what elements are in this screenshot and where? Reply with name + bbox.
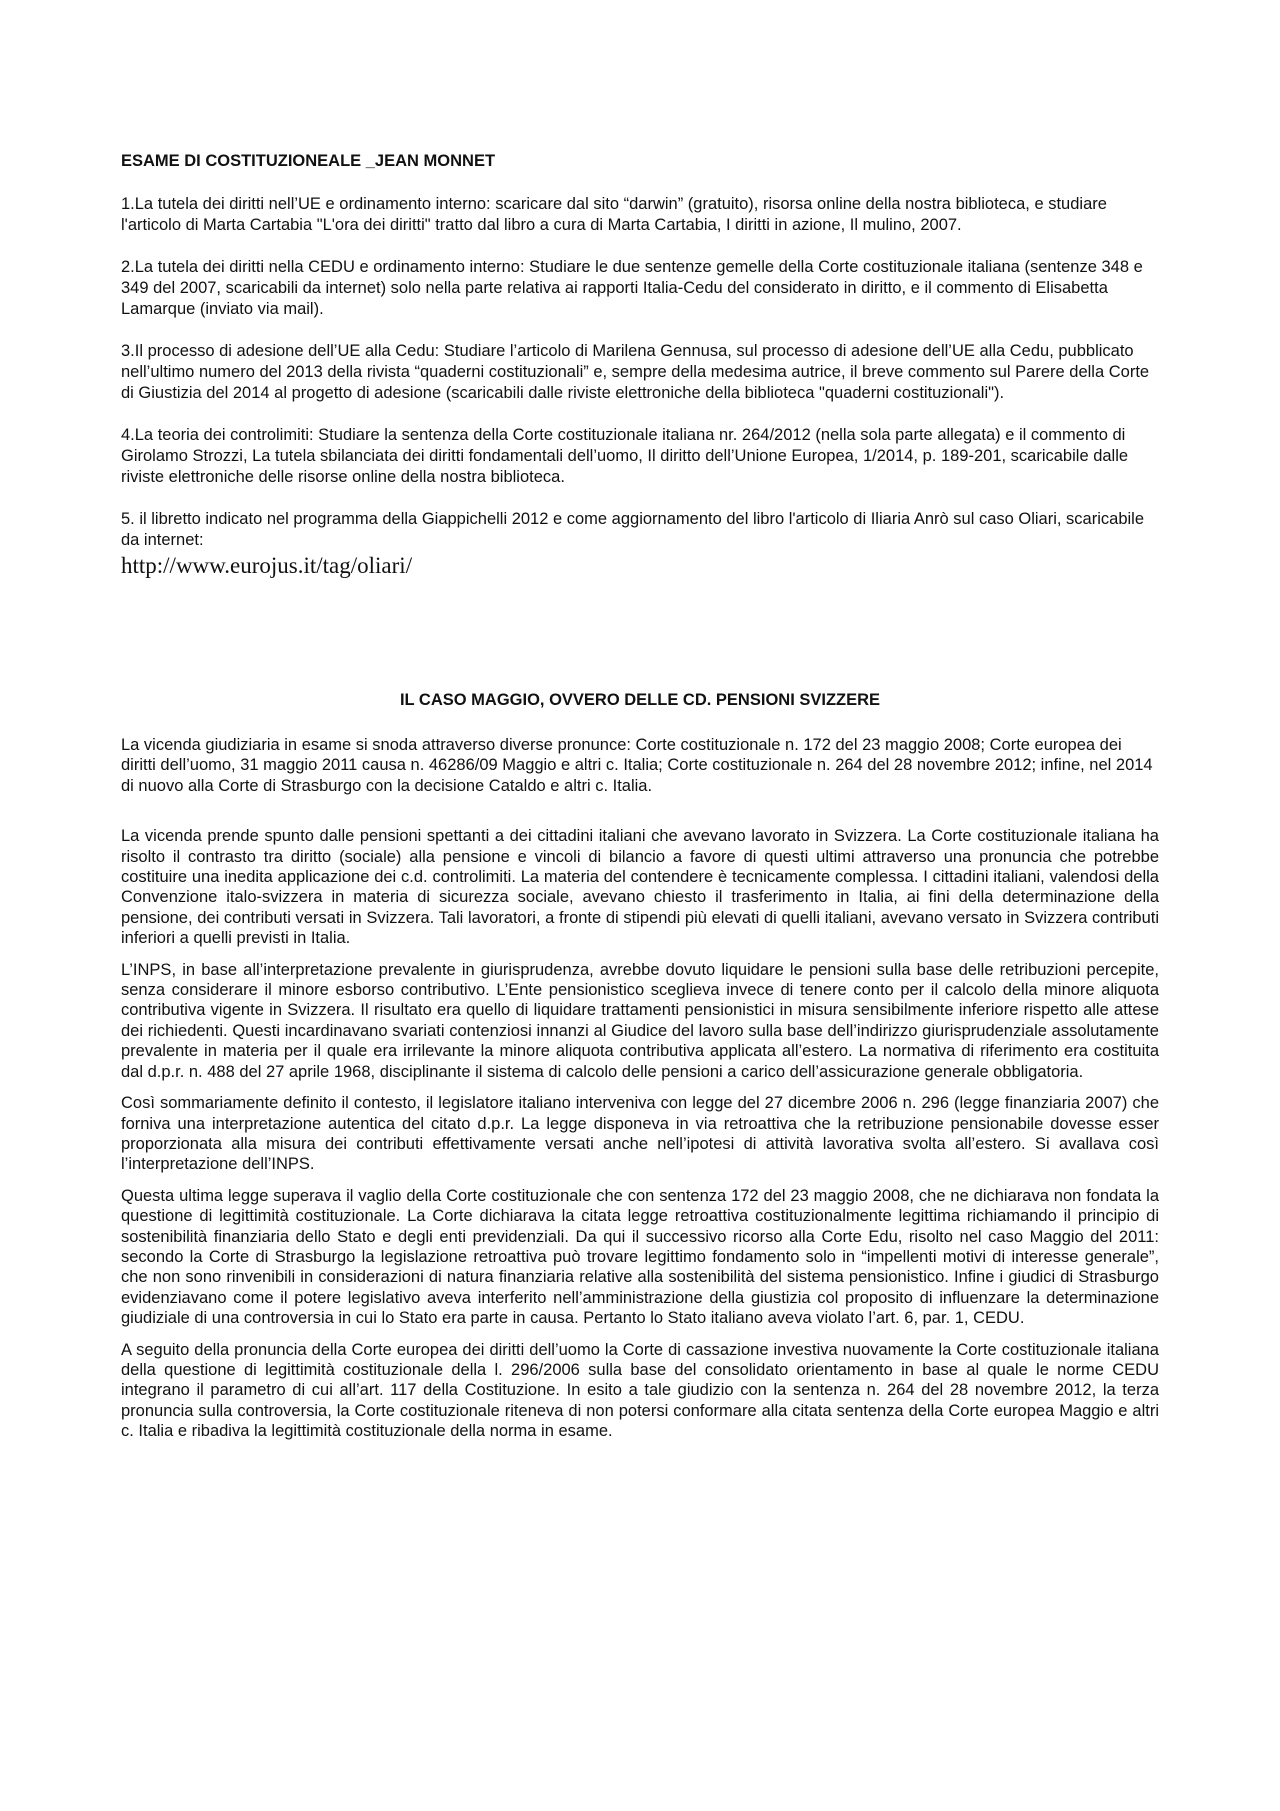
body-paragraph-5: A seguito della pronuncia della Corte europea dei diritti dell’uomo la Corte di cassazione investiva nuovamente la Corte costituzionale italiana della questione di legittimità costituzionale della l. 296/2006 sulla base del consolidato orientamento in base al quale le norme CEDU integrano il parametro di cui all’art. 117 della Costituzione. In esito a tale giudizio con la sentenza n. 264 del 28 novembre 2012, la terza pronuncia sulla controversia, la Corte costituzionale riteneva di non potersi conformare alla citata sentenza della Corte europea Maggio e altri c. Italia e ribadiva la legittimità costituzionale della norma in esame. (121, 1340, 1159, 1441)
intro-paragraph: La vicenda giudiziaria in esame si snoda attraverso diverse pronunce: Corte costituzionale n. 172 del 23 maggio 2008; Corte europea dei diritti dell’uomo, 31 maggio 2011 causa n. 46286/09 Maggio e altri c. Italia; Corte costituzionale n. 264 del 28 novembre 2012; infine, nel 2014 di nuovo alla Corte di Strasburgo con la decisione Cataldo e altri c. Italia. (121, 736, 1153, 795)
reading-item-5: 5. il libretto indicato nel programma della Giappichelli 2012 e come aggiornamento del libro l'articolo di Iliaria Anrò sul caso Oliari, scaricabile da internet: (121, 510, 1144, 549)
reading-item-3: 3.Il processo di adesione dell’UE alla Cedu: Studiare l’articolo di Marilena Gennusa, sul processo di adesione dell’UE alla Cedu, pubblicato nell’ultimo numero del 2013 della rivista “quaderni costituzionali” e, sempre della medesima autrice, il breve commento sul Parere della Corte di Giustizia del 2014 al progetto di adesione (scaricabili dalle riviste elettroniche della biblioteca "quaderni costituzionali"). (121, 342, 1150, 402)
document-title: ESAME DI COSTITUZIONEALE _JEAN MONNET (121, 152, 496, 170)
reading-item-4: 4.La teoria dei controlimiti: Studiare la sentenza della Corte costituzionale italiana nr. 264/2012 (nella sola parte allegata) e il commento di Girolamo Strozzi, La tutela sbilanciata dei diritti fondamentali dell’uomo, Il diritto dell’Unione Europea, 1/2014, p. 189-201, scaricabile dalle riviste elettroniche delle risorse online della nostra biblioteca. (121, 426, 1129, 486)
reading-item-1: 1.La tutela dei diritti nell’UE e ordinamento interno: scaricare dal sito “darwin” (gratuito), risorsa online della nostra biblioteca, e studiare l'articolo di Marta Cartabia "L'ora dei diritti" tratto dal libro a cura di Marta Cartabia, I diritti in azione, Il mulino, 2007. (121, 195, 1107, 234)
section-title: IL CASO MAGGIO, OVVERO DELLE CD. PENSIONI SVIZZERE (399, 691, 881, 709)
document-page (121, 150, 1159, 1453)
body-paragraph-3: Così sommariamente definito il contesto, il legislatore italiano interveniva con legge del 27 dicembre 2006 n. 296 (legge finanziaria 2007) che forniva una interpretazione autentica del citato d.p.r. La legge disponeva in via retroattiva che la retribuzione pensionabile dovesse esser proporzionata alla misura dei contributi effettivamente versati anche nell’ipotesi di attività lavorativa svolta all’estero. Si avallava così l’interpretazione dell’INPS. (121, 1094, 1159, 1174)
body-paragraph-2: L’INPS, in base all’interpretazione prevalente in giurisprudenza, avrebbe dovuto liquidare le pensioni sulla base delle retribuzioni percepite, senza considerare il minore esborso contributivo. L’Ente pensionistico sceglieva invece di tenere conto per il calcolo della minore aliquota contributiva vigente in Svizzera. Il risultato era quello di liquidare trattamenti pensionistici in misura sensibilmente inferiore rispetto alle attese dei richiedenti. Questi incardinavano svariati contenziosi innanzi al Giudice del lavoro sulla base dell’indirizzo giurisprudenziale assolutamente prevalente in materia per il quale era irrilevante la minore aliquota contributiva applicata all’estero. La normativa di riferimento era costituita dal d.p.r. n. 488 del 27 aprile 1968, disciplinante il sistema di calcolo delle pensioni a carico dell’assicurazione generale obbligatoria. (121, 960, 1159, 1081)
body-paragraph-4: Questa ultima legge superava il vaglio della Corte costituzionale che con sentenza 172 del 23 maggio 2008, che ne dichiarava non fondata la questione di legittimità costituzionale. La Corte dichiarava la citata legge retroattiva costituzionalmente legittima richiamando il principio di sostenibilità finanziaria dello Stato e degli enti previdenziali. Da qui il successivo ricorso alla Corte Edu, risolto nel caso Maggio del 2011: secondo la Corte di Strasburgo la legislazione retroattiva può trovare legittimo fondamento solo in “impellenti motivi di interesse generale”, che non sono rinvenibili in considerazioni di natura finanziaria relative alla sostenibilità del sistema pensionistico. Infine i giudici di Strasburgo evidenziavano come il potere legislativo aveva interferito nell’amministrazione della giustizia col proposito di influenzare la determinazione giudiziale di una controversia in cui lo Stato era parte in causa. Pertanto lo Stato italiano aveva violato l’art. 6, par. 1, CEDU. (121, 1186, 1159, 1328)
reading-item-2: 2.La tutela dei diritti nella CEDU e ordinamento interno: Studiare le due sentenze gemelle della Corte costituzionale italiana (sentenze 348 e 349 del 2007, scaricabili da internet) solo nella parte relativa ai rapporti Italia-Cedu del considerato in diritto, e il commento di Elisabetta Lamarque (inviato via mail). (121, 258, 1143, 318)
body-paragraph-1: La vicenda prende spunto dalle pensioni spettanti a dei cittadini italiani che avevano lavorato in Svizzera. La Corte costituzionale italiana ha risolto il contrasto tra diritto (sociale) alla pensione e vincoli di bilancio a favore di questi ultimi attraverso una pronuncia che potrebbe costituire una inedita applicazione dei c.d. controlimiti. La materia del contendere è tecnicamente complessa. I cittadini italiani, valendosi della Convenzione italo-svizzera in materia di sicurezza sociale, avevano chiesto il trasferimento in Italia, ai fini della determinazione della pensione, dei contributi versati in Svizzera. Tali lavoratori, a fronte di stipendi più elevati di quelli italiani, avevano versato in Svizzera contributi inferiori a quelli previsti in Italia. (121, 827, 1159, 948)
eurojus-link[interactable]: http://www.eurojus.it/tag/oliari/ (121, 553, 413, 578)
